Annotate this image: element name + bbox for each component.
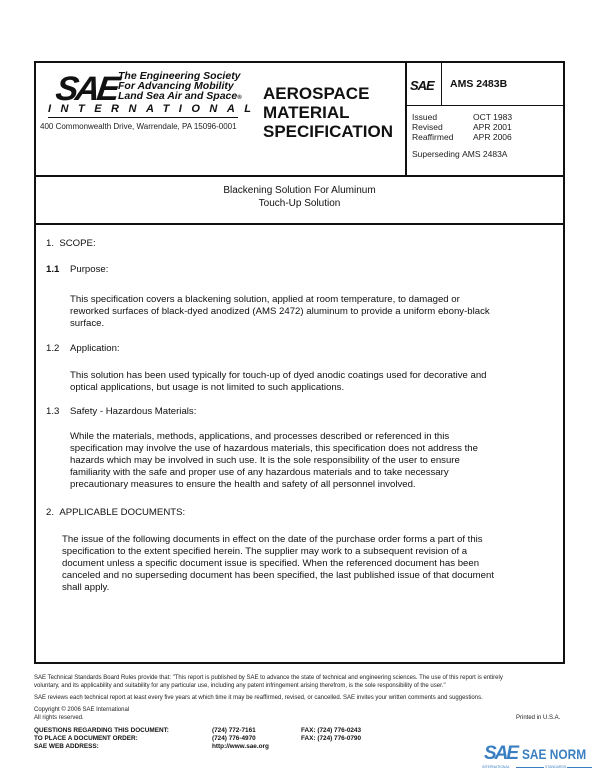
sae-norm-watermark (482, 744, 600, 774)
section-1-1-text: This specification covers a blackening solution, applied at room temperature, to damaged or reworked surfaces of black-dyed anodized (AMS 2472) aluminum to provide a uniform ebony-black surface. (70, 294, 490, 329)
date-labels: Issued Revised Reaffirmed (412, 112, 454, 142)
superseding: Superseding AMS 2483A (412, 149, 508, 159)
section-1-3-text: While the materials, methods, applications, and processes described or referenced in this specification may involve the use of hazardous materials, this specification does not address the hazards which may be involved in such use. It is the sole responsibility of the user to ensure familiarity with the safe and proper use of any hazardous materials and to take necessary precautionary measures to ensure the health and safety of all personnel involved. (70, 431, 478, 490)
printed-in: Printed in U.S.A. (516, 715, 561, 721)
contact-faxes: FAX: (724) 776-0243 FAX: (724) 776-0790 (301, 727, 362, 742)
copyright: Copyright © 2006 SAE International All rights reserved. (34, 707, 130, 721)
title-divider (34, 223, 565, 225)
section-1-2-text: This solution has been used typically for touch-up of dyed anodic coatings used for decorative and optical applications, but usage is not limited to such applications. (70, 370, 487, 393)
section-1-heading: 1. SCOPE: (46, 238, 96, 249)
section-1-2-heading: 1.2 Application: (46, 343, 120, 354)
sae-tagline: The Engineering Society For Advancing Mobility Land Sea Air and Space® (118, 70, 242, 102)
section-2-heading: 2. APPLICABLE DOCUMENTS: (46, 507, 186, 518)
section-1-3-heading: 1.3 Safety - Hazardous Materials: (46, 406, 197, 417)
sae-logo-mark: SAE (53, 70, 120, 108)
watermark-sae-mark: SAE (484, 743, 518, 764)
section-2-text: The issue of the following documents in effect on the date of the purchase order forms a part of this specification to the extent specified herein. The supplier may work to a subsequent revision of a document unless a specific document issue is specified. When the referenced document has been canceled and no superseding document has been specified, the last published issue of that document shall apply. (62, 534, 495, 593)
logo-box-divider (441, 61, 442, 105)
review-notice: SAE reviews each technical report at least every five years at which time it may be reaffirmed, revised, or cancelled. SAE invites your written comments and suggestions. (34, 695, 483, 701)
sae-address: 400 Commonwealth Drive, Warrendale, PA 15096-0001 (40, 122, 237, 131)
date-values: OCT 1983 APR 2001 APR 2006 (473, 112, 513, 142)
logo-underline (48, 117, 238, 118)
contact-labels: QUESTIONS REGARDING THIS DOCUMENT: TO PLACE A DOCUMENT ORDER: SAE WEB ADDRESS: (34, 727, 169, 750)
header-divider (34, 175, 565, 177)
standards-board-notice: SAE Technical Standards Board Rules provide that: "This report is published by SAE to advance the state of technical and engineering sciences. The use of this report is entirely voluntary, and its applicability and suitability for any particular use, including any patent infringement arising therefrom, is the sole responsibility of the user." (34, 675, 503, 689)
header-vertical-divider (405, 61, 407, 176)
web-address-link[interactable]: http://www.sae.org (212, 743, 269, 750)
watermark-sub-left: INTERNATIONAL (482, 765, 510, 769)
document-type: AEROSPACE MATERIAL SPECIFICATION (263, 84, 394, 141)
contact-phones: (724) 772-7161 (724) 776-4970 http://www.sae.org (212, 727, 269, 750)
watermark-text: SAE NORM (522, 746, 587, 762)
section-1-1-heading: 1.1 Purpose: (46, 264, 109, 275)
watermark-sub-right: STANDARDS (545, 765, 567, 769)
document-title: Blackening Solution For Aluminum Touch-Up Solution (223, 185, 376, 209)
sae-international-text: INTERNATIONAL (48, 103, 261, 115)
sae-small-logo: SAE (410, 78, 434, 93)
document-number: AMS 2483B (450, 78, 508, 90)
doc-number-divider (406, 105, 564, 106)
